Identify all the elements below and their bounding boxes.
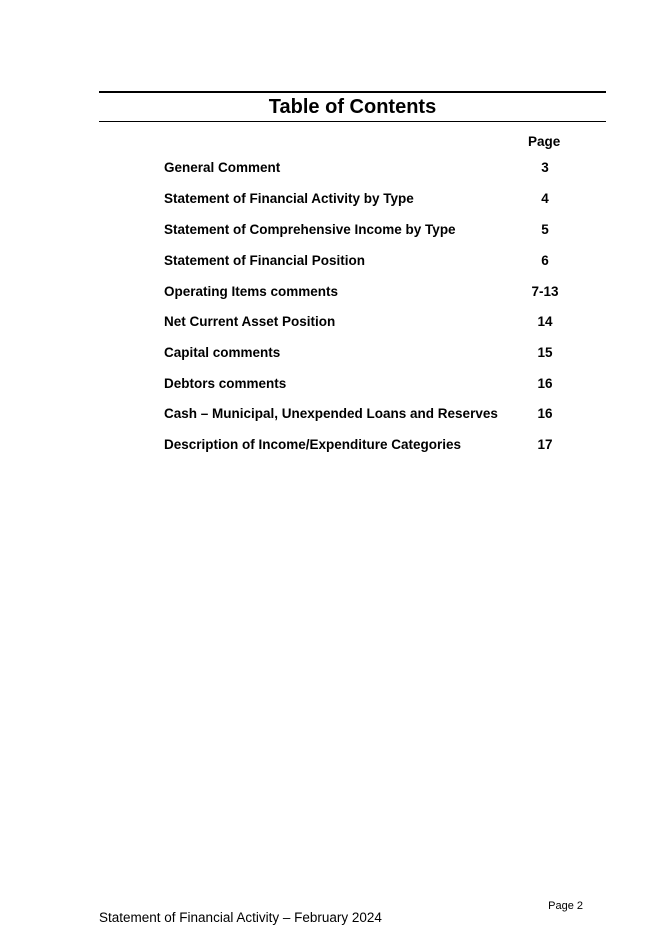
toc-entry: [164, 190, 564, 208]
toc-entry-label: Capital comments: [164, 345, 281, 360]
toc-entry-page: 17: [537, 437, 553, 452]
toc-entry-page: 16: [537, 406, 553, 421]
toc-entry-page: 14: [537, 314, 553, 329]
toc-entry-page: 7-13: [531, 284, 559, 299]
toc-entry-label: Cash – Municipal, Unexpended Loans and Reserves: [164, 406, 498, 421]
toc-entry-label: Debtors comments: [164, 376, 287, 391]
toc-entry: [164, 221, 564, 239]
toc-entry: [164, 344, 564, 362]
toc-entry-label: Description of Income/Expenditure Categories: [164, 437, 462, 452]
footer-page-number: Page 2: [548, 900, 583, 912]
toc-entry-label: General Comment: [164, 160, 281, 175]
page-title: Table of Contents: [268, 96, 437, 118]
page-column-header: Page: [528, 134, 561, 149]
toc-entry-label: Statement of Comprehensive Income by Type: [164, 222, 456, 237]
toc-entry-page: 3: [541, 160, 549, 175]
toc-entry-label: Statement of Financial Position: [164, 253, 366, 268]
toc-entry-label: Statement of Financial Activity by Type: [164, 191, 414, 206]
toc-entry: [164, 405, 564, 423]
toc-entry: [164, 375, 564, 393]
toc-entry-page: 6: [541, 253, 549, 268]
toc-entry-label: Operating Items comments: [164, 284, 339, 299]
toc-entry-page: 5: [541, 222, 549, 237]
toc-entry-page: 15: [537, 345, 553, 360]
footer-document-title: Statement of Financial Activity – February 2024: [99, 910, 382, 925]
toc-entry-label: Net Current Asset Position: [164, 314, 336, 329]
toc-entry: [164, 159, 564, 177]
toc-entry-page: 16: [537, 376, 553, 391]
toc-entry: [164, 313, 564, 331]
toc-entry: [164, 252, 564, 270]
toc-entry: [164, 283, 564, 301]
toc-entry: [164, 436, 564, 454]
toc-entry-page: 4: [541, 191, 549, 206]
